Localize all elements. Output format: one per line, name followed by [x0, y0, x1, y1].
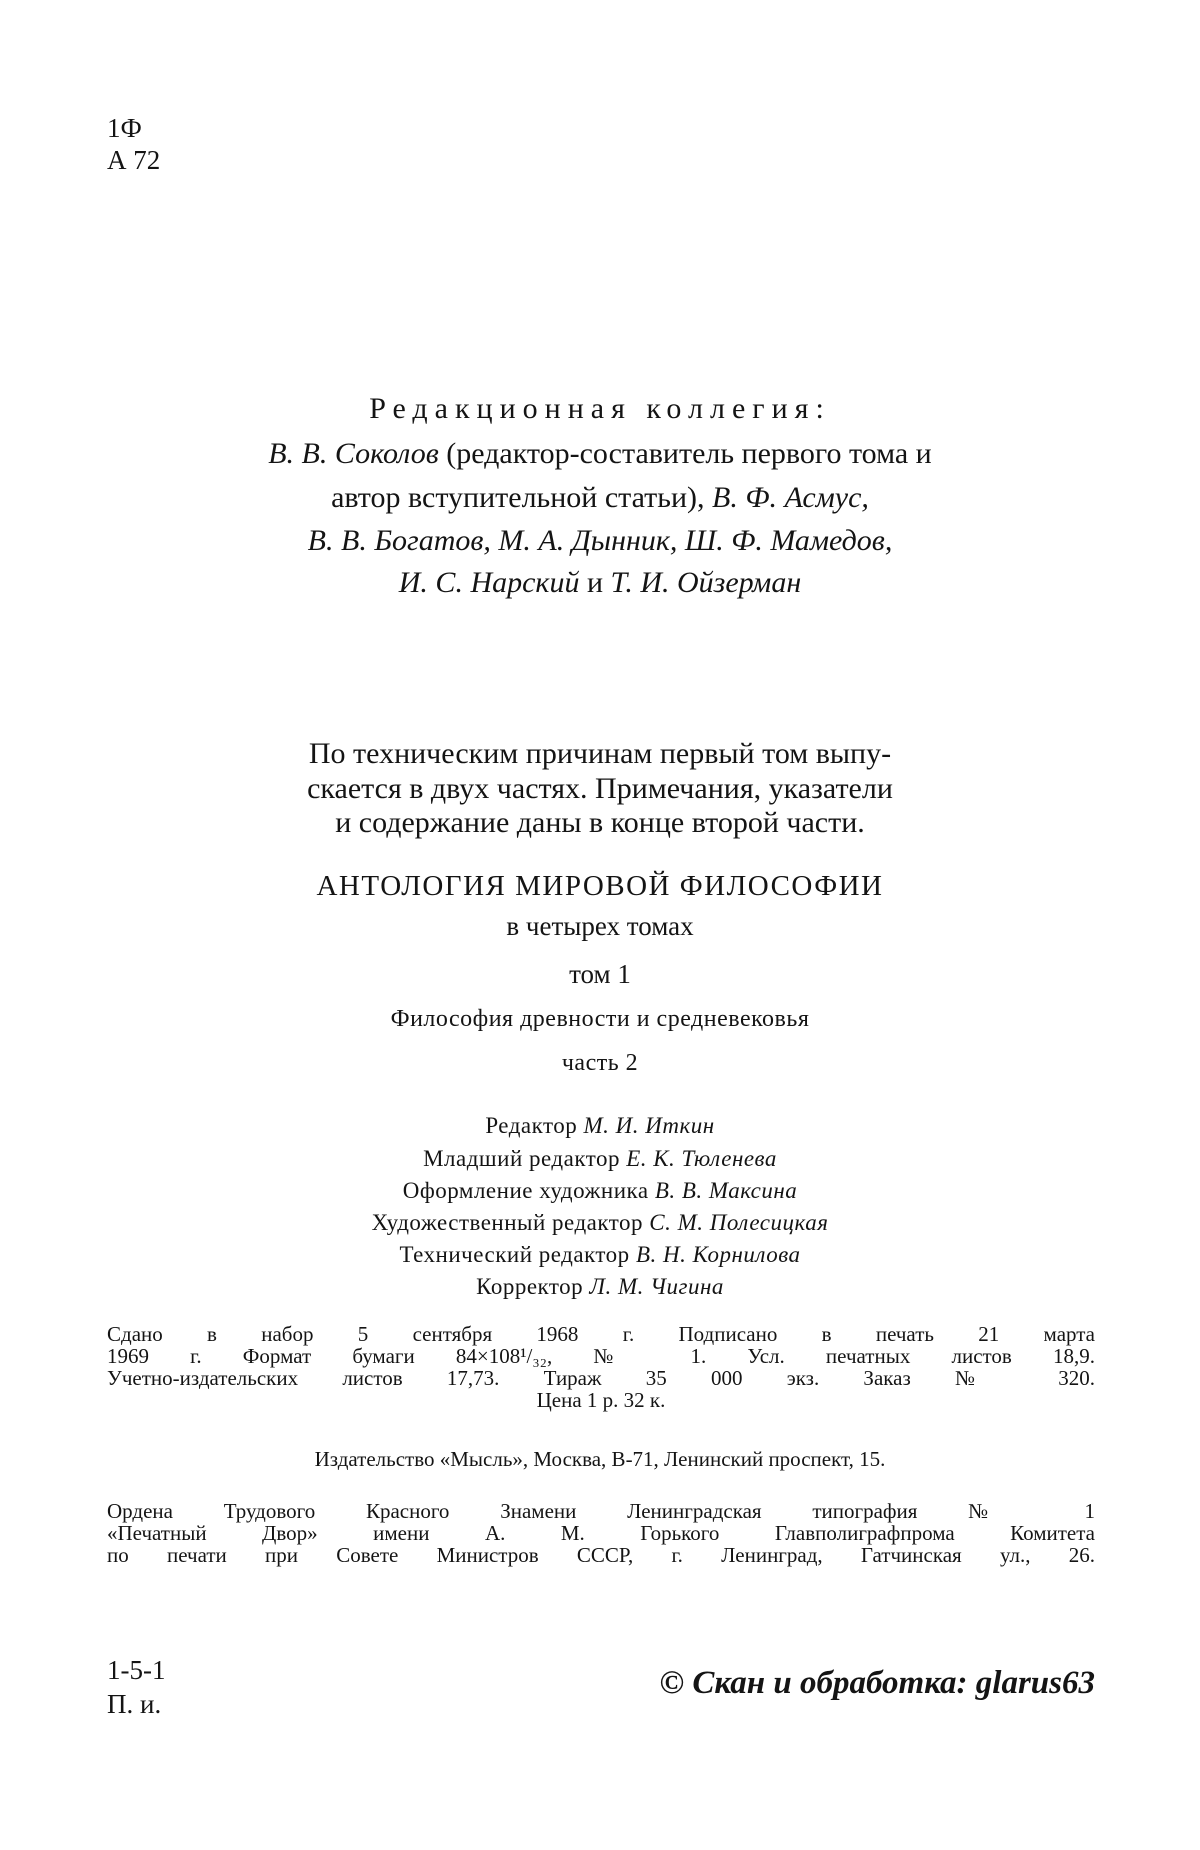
staff-name: В. В. Максина [654, 1178, 798, 1203]
board-conjunction: и [579, 566, 611, 599]
index-code [107, 112, 160, 176]
staff-name: М. И. Иткин [583, 1113, 715, 1138]
book-volumes: в четырех томах [506, 911, 694, 941]
imprint-line2: 1969 г. Формат бумаги 84×108¹/₃₂, № 1. Усл. печатных листов 18,9. [107, 1344, 1095, 1368]
imprint-line1: Сдано в набор 5 сентября 1968 г. Подписано в печать 21 марта [107, 1322, 1095, 1346]
staff-design [0, 1178, 1200, 1204]
imprint-block [107, 1323, 1095, 1411]
editor-in-chief-name: В. В. Соколов [268, 437, 439, 470]
imprint-price: Цена 1 р. 32 к. [536, 1388, 666, 1412]
staff-junior-editor [0, 1146, 1200, 1172]
index-code-line1: 1Ф [107, 113, 142, 143]
editor-in-chief-role: (редактор-составитель первого тома и [438, 437, 932, 470]
staff-name: В. Н. Корнилова [635, 1242, 801, 1267]
publisher-line: Издательство «Мысль», Москва, В-71, Ленинский проспект, 15. [314, 1447, 886, 1471]
printer-line2: «Печатный Двор» имени А. М. Горького Главполиграфпрома Комитета [107, 1521, 1095, 1545]
staff-role: Технический редактор [399, 1242, 636, 1267]
editorial-board-title: Редакционная коллегия: [369, 392, 831, 425]
staff-name: С. М. Полесицкая [649, 1210, 829, 1235]
board-line2-text: автор вступительной статьи), [331, 481, 712, 514]
book-title: АНТОЛОГИЯ МИРОВОЙ ФИЛОСОФИИ [316, 870, 884, 902]
bottom-code [107, 1653, 165, 1721]
printer-line3: по печати при Совете Министров СССР, г. Ленинград, Гатчинская ул., 26. [107, 1543, 1095, 1567]
bottom-code-line1: 1-5-1 [107, 1655, 166, 1685]
staff-role: Оформление художника [402, 1178, 655, 1203]
board-member-asmus: В. Ф. Асмус, [712, 481, 869, 514]
technical-note-line3: и содержание даны в конце второй части. [335, 806, 865, 839]
board-member-oizerman: Т. И. Ойзерман [610, 566, 802, 599]
technical-note-line1: По техническим причинам первый том выпу- [308, 737, 892, 770]
board-member-narsky: И. С. Нарский [398, 566, 580, 599]
staff-editor [0, 1113, 1200, 1139]
printer-block [107, 1500, 1095, 1566]
book-volume-number: том 1 [569, 959, 631, 989]
technical-note-line2: скается в двух частях. Примечания, указатели [307, 772, 893, 805]
staff-role: Корректор [476, 1274, 590, 1299]
staff-tech-editor [0, 1242, 1200, 1268]
scan-credit: © Скан и обработка: glarus63 [659, 1665, 1095, 1701]
editorial-board-line3: В. В. Богатов, М. А. Дынник, Ш. Ф. Мамедов, [307, 524, 893, 557]
imprint-line3: Учетно-издательских листов 17,73. Тираж 35 000 экз. Заказ № 320. [107, 1366, 1095, 1390]
staff-role: Редактор [485, 1113, 584, 1138]
book-subtitle: Философия древности и средневековья [390, 1006, 810, 1032]
staff-name: Е. К. Тюленева [626, 1146, 777, 1171]
bottom-code-line2: П. и. [107, 1689, 162, 1719]
printer-line1: Ордена Трудового Красного Знамени Ленинградская типография № 1 [107, 1499, 1095, 1523]
staff-proofreader [0, 1274, 1200, 1300]
staff-role: Художественный редактор [371, 1210, 650, 1235]
book-part: часть 2 [561, 1050, 639, 1076]
staff-role: Младший редактор [423, 1146, 627, 1171]
staff-art-editor [0, 1210, 1200, 1236]
index-code-line2: А 72 [107, 145, 161, 175]
editorial-board-line1 [0, 437, 1200, 471]
staff-name: Л. М. Чигина [589, 1274, 724, 1299]
editorial-board-line4 [0, 566, 1200, 600]
editorial-board-line2 [0, 481, 1200, 515]
